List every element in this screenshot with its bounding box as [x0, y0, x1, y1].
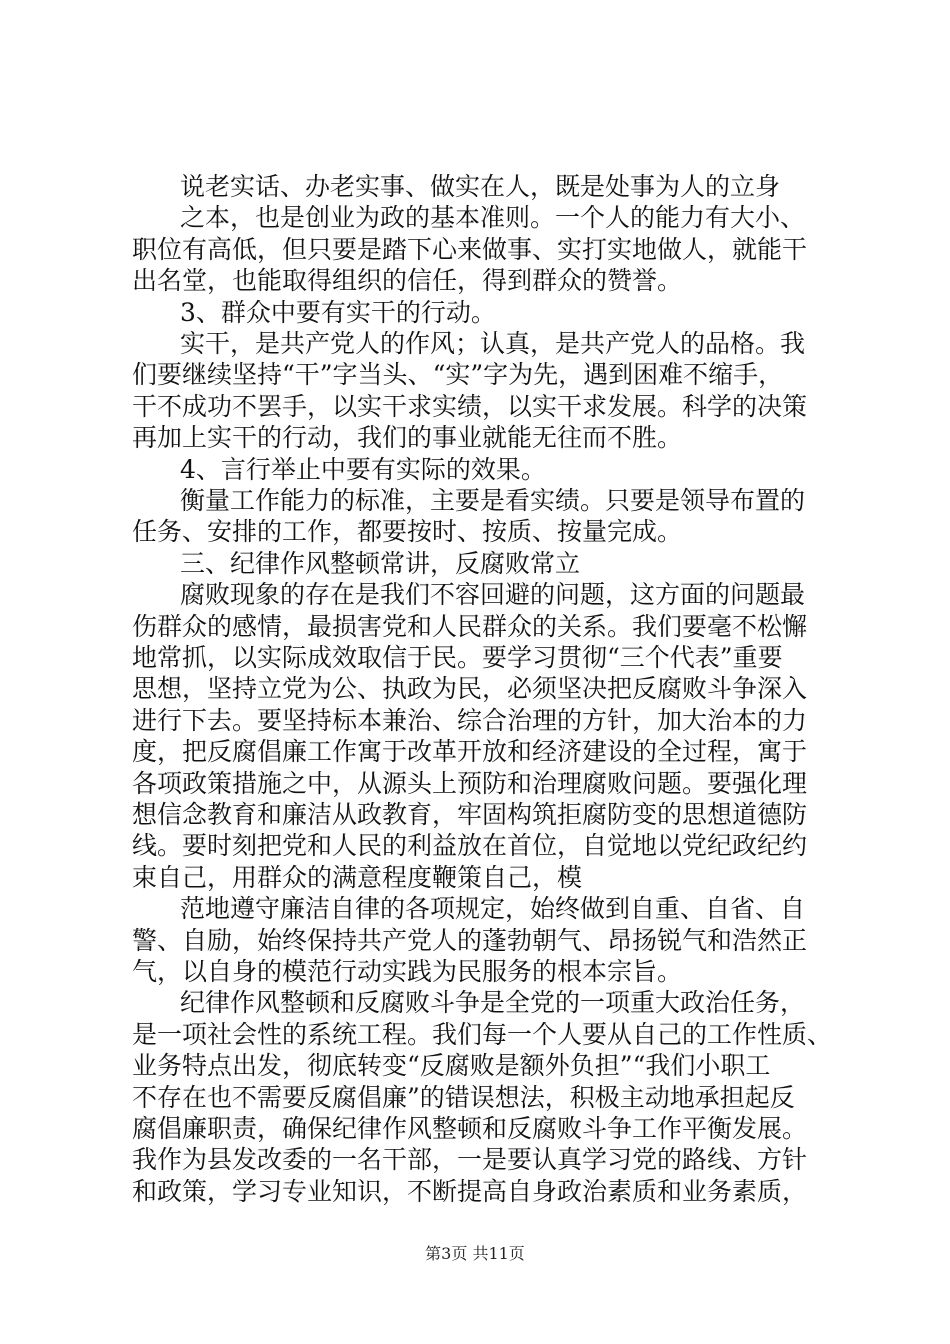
text-line: 腐败现象的存在是我们不容回避的问题，这方面的问题最	[180, 580, 806, 609]
page-footer: 第3页 共11页	[425, 1244, 525, 1263]
text-line: 警、自励，始终保持共产党人的蓬勃朝气、昂扬锐气和浩然正	[132, 926, 808, 955]
text-line: 各项政策措施之中，从源头上预防和治理腐败问题。要强化理	[132, 769, 808, 798]
text-line: 任务、安排的工作，都要按时、按质、按量完成。	[132, 517, 683, 546]
text-line: 线。要时刻把党和人民的利益放在首位，自觉地以党纪政纪约	[132, 831, 808, 860]
text-line: 腐倡廉职责，确保纪律作风整顿和反腐败斗争工作平衡发展。	[132, 1114, 808, 1143]
text-line: 是一项社会性的系统工程。我们每一个人要从自己的工作性质、	[132, 1020, 832, 1049]
text-line: 不存在也不需要反腐倡廉”的错误想法，积极主动地承担起反	[132, 1083, 795, 1112]
text-line: 束自己，用群众的满意程度鞭策自己，模	[132, 863, 583, 892]
text-line: 气，以自身的模范行动实践为民服务的根本宗旨。	[132, 957, 683, 986]
text-line: 再加上实干的行动，我们的事业就能无往而不胜。	[132, 423, 683, 452]
text-line: 4、言行举止中要有实际的效果。	[180, 455, 546, 484]
text-line: 纪律作风整顿和反腐败斗争是全党的一项重大政治任务，	[180, 988, 806, 1017]
section-heading: 三、纪律作风整顿常讲，反腐败常立	[180, 549, 581, 578]
text-line: 衡量工作能力的标准，主要是看实绩。只要是领导布置的	[180, 486, 806, 515]
text-line: 业务特点出发，彻底转变“反腐败是额外负担”“我们小职工	[132, 1051, 771, 1080]
text-line: 出名堂，也能取得组织的信任，得到群众的赞誉。	[132, 266, 683, 295]
text-line: 和政策，学习专业知识，不断提高自身政治素质和业务素质，	[132, 1177, 808, 1206]
text-line: 进行下去。要坚持标本兼治、综合治理的方针，加大治本的力	[132, 706, 808, 735]
text-line: 思想，坚持立党为公、执政为民，必须坚决把反腐败斗争深入	[132, 674, 808, 703]
text-line: 我作为县发改委的一名干部，一是要认真学习党的路线、方针	[132, 1145, 808, 1174]
text-line: 伤群众的感情，最损害党和人民群众的关系。我们要毫不松懈	[132, 612, 808, 641]
text-line: 范地遵守廉洁自律的各项规定，始终做到自重、自省、自	[180, 894, 806, 923]
text-line: 地常抓，以实际成效取信于民。要学习贯彻“三个代表”重要	[132, 643, 783, 672]
text-line: 职位有高低，但只要是踏下心来做事、实打实地做人，就能干	[132, 235, 808, 264]
text-line: 们要继续坚持“干”字当头、“实”字为先，遇到困难不缩手，	[132, 360, 784, 389]
text-line: 干不成功不罢手，以实干求实绩，以实干求发展。科学的决策	[132, 392, 808, 421]
text-line: 度，把反腐倡廉工作寓于改革开放和经济建设的全过程，寓于	[132, 737, 808, 766]
text-line: 之本，也是创业为政的基本准则。一个人的能力有大小、	[180, 203, 806, 232]
text-line: 3、群众中要有实干的行动。	[180, 298, 496, 327]
text-line: 说老实话、办老实事、做实在人，既是处事为人的立身	[180, 172, 781, 201]
text-line: 实干，是共产党人的作风；认真，是共产党人的品格。我	[180, 329, 806, 358]
text-line: 想信念教育和廉洁从政教育，牢固构筑拒腐防变的思想道德防	[132, 800, 808, 829]
